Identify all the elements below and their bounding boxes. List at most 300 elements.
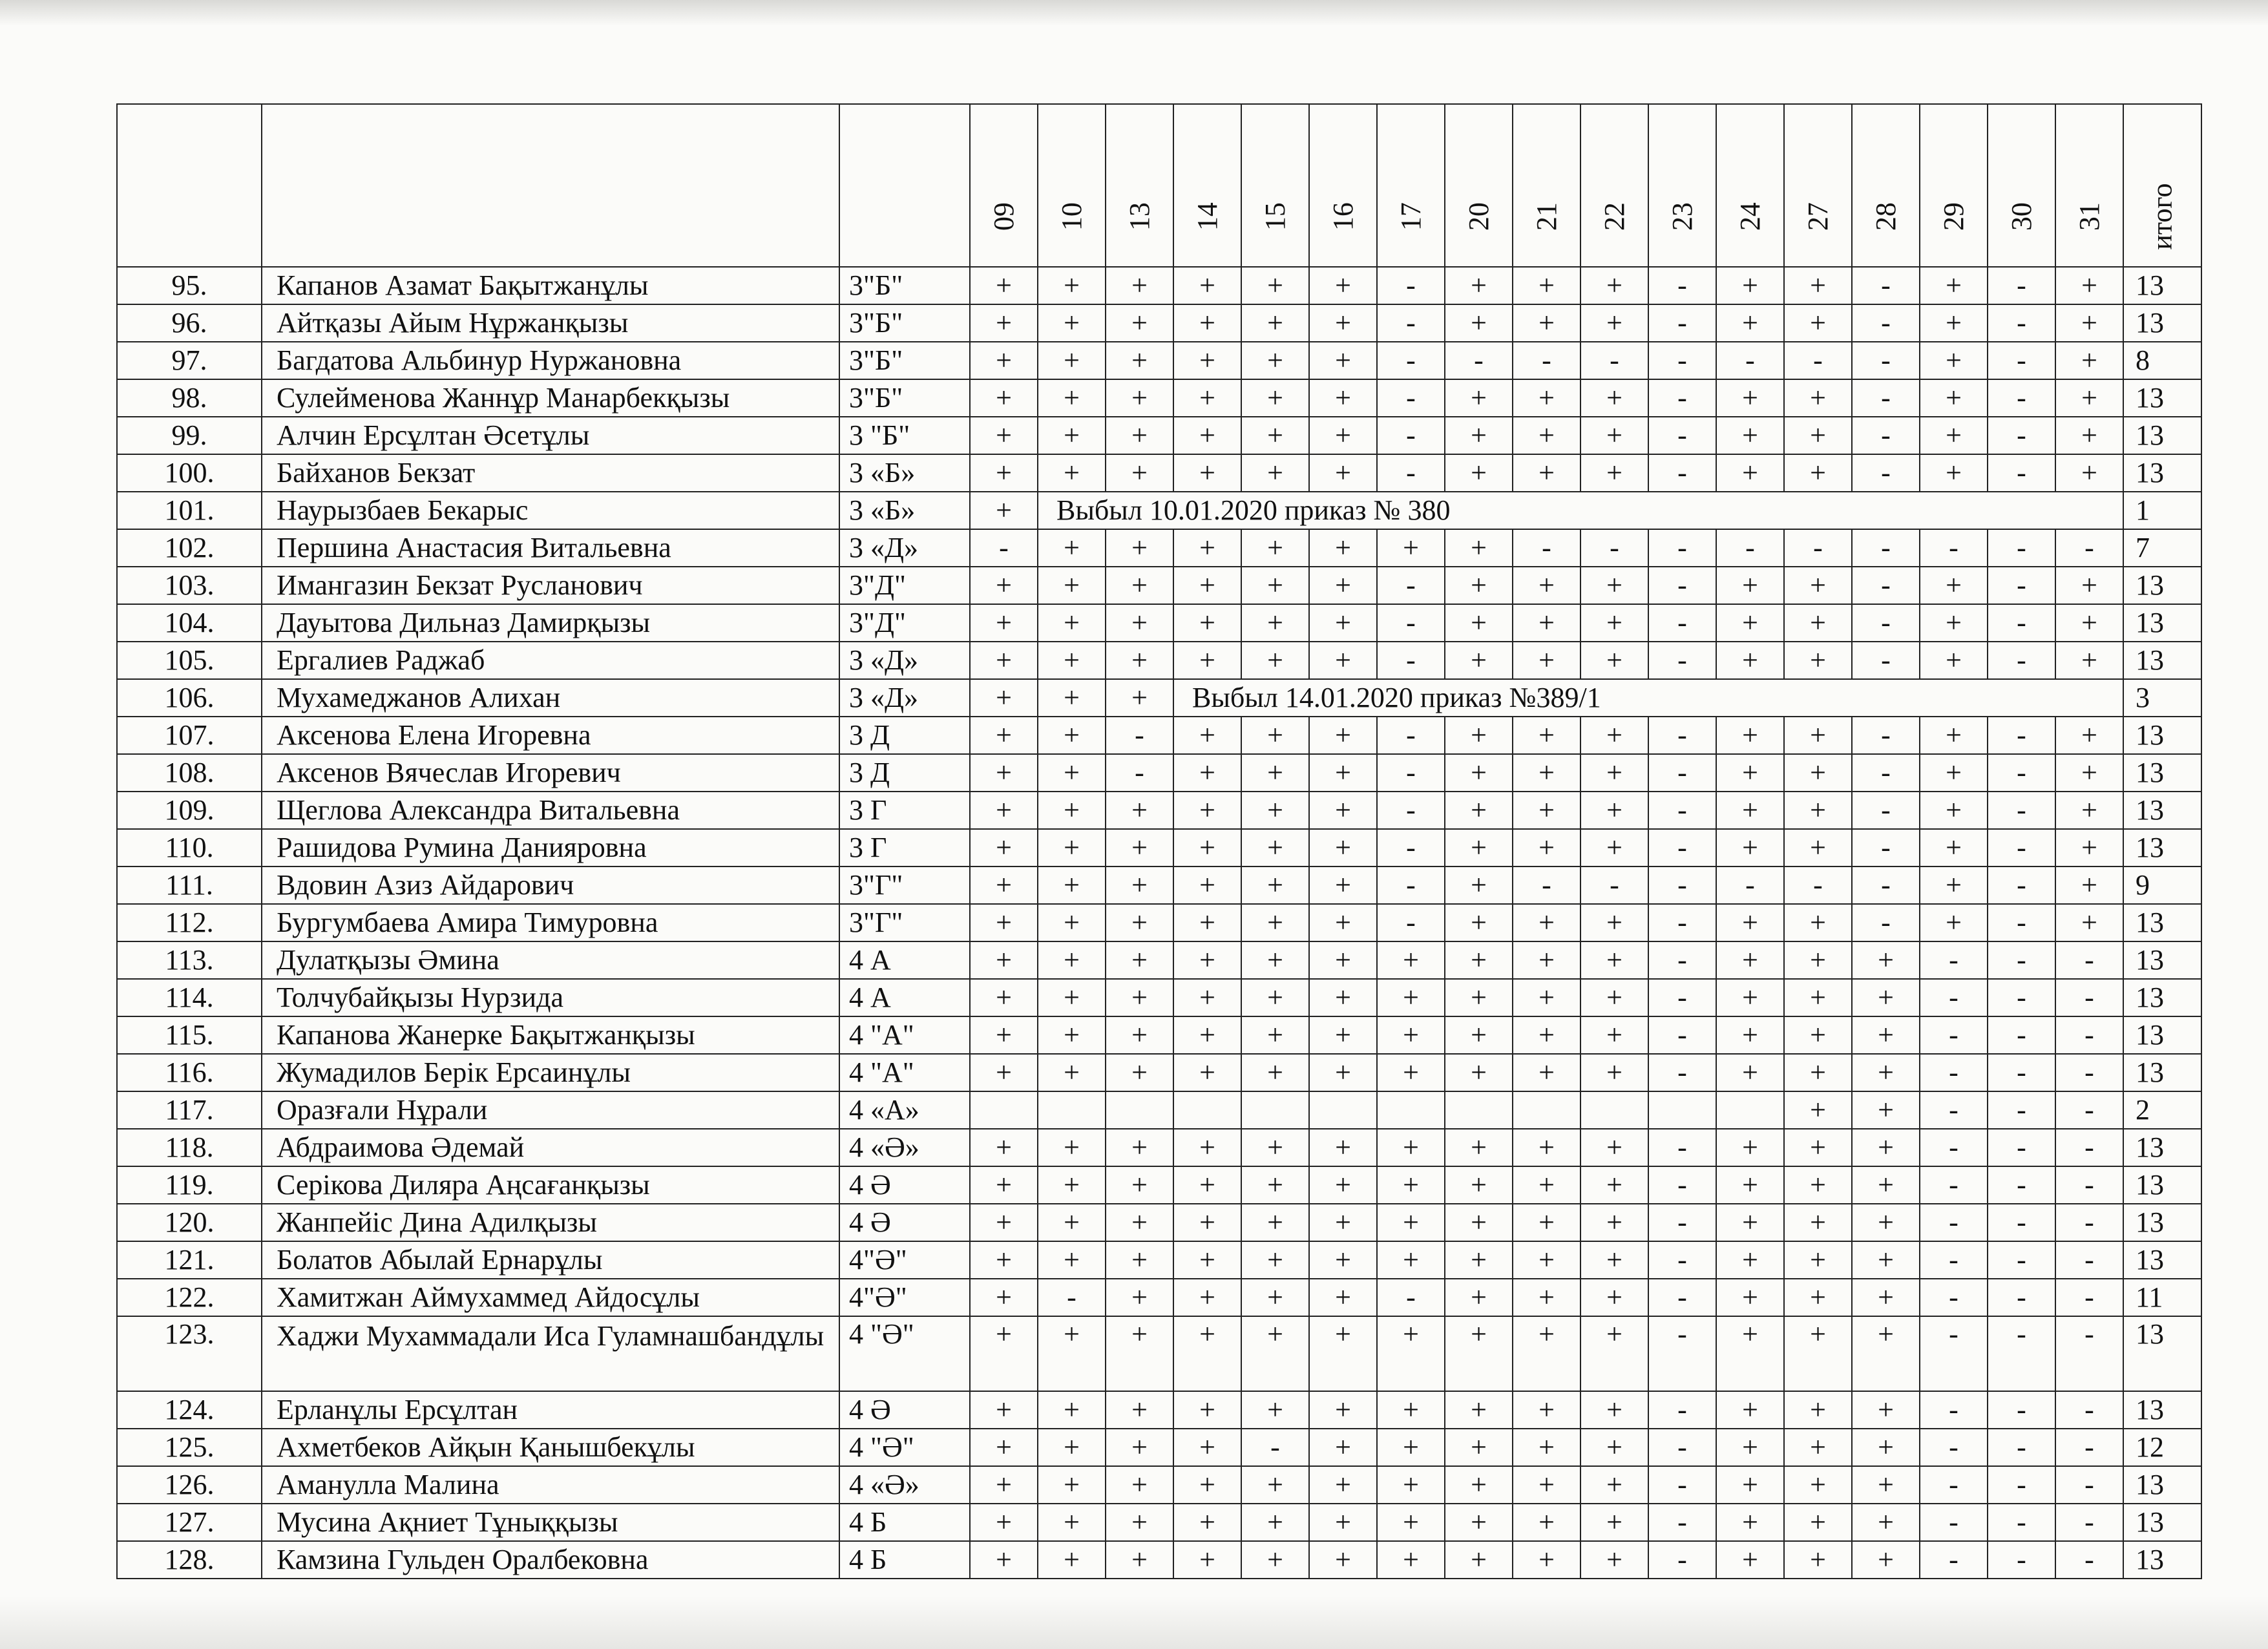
attendance-mark: + bbox=[1784, 979, 1852, 1016]
attendance-mark: - bbox=[1648, 1466, 1716, 1504]
attendance-mark: + bbox=[1106, 642, 1173, 679]
attendance-mark: + bbox=[1106, 1166, 1173, 1204]
attendance-mark: - bbox=[1716, 867, 1784, 904]
attendance-mark: - bbox=[1106, 717, 1173, 754]
attendance-mark: + bbox=[1852, 1129, 1920, 1166]
attendance-mark: + bbox=[1580, 1016, 1648, 1054]
row-total: 13 bbox=[2123, 1054, 2201, 1091]
attendance-mark: + bbox=[1309, 567, 1377, 604]
attendance-mark: - bbox=[1988, 417, 2055, 454]
attendance-mark: + bbox=[1445, 941, 1513, 979]
attendance-mark: + bbox=[1038, 941, 1106, 979]
attendance-mark: + bbox=[1309, 267, 1377, 304]
attendance-mark: + bbox=[2055, 867, 2123, 904]
attendance-mark: - bbox=[1106, 754, 1173, 792]
attendance-mark: - bbox=[1648, 904, 1716, 941]
attendance-mark: + bbox=[970, 792, 1038, 829]
attendance-mark: + bbox=[2055, 342, 2123, 379]
attendance-mark: - bbox=[1648, 1391, 1716, 1429]
attendance-mark: + bbox=[1173, 1279, 1241, 1316]
attendance-mark: + bbox=[1038, 267, 1106, 304]
attendance-mark: + bbox=[1513, 1204, 1580, 1241]
day-label: 27 bbox=[1801, 202, 1834, 231]
attendance-mark: + bbox=[1038, 904, 1106, 941]
attendance-mark: + bbox=[1716, 1466, 1784, 1504]
header-day-cell bbox=[1309, 104, 1377, 267]
withdrawal-note: Выбыл 14.01.2020 приказ №389/1 bbox=[1173, 679, 2123, 717]
attendance-mark: + bbox=[1173, 642, 1241, 679]
attendance-mark: + bbox=[1513, 717, 1580, 754]
attendance-mark: + bbox=[1173, 1316, 1241, 1391]
attendance-mark: + bbox=[1309, 1541, 1377, 1579]
attendance-mark: + bbox=[1580, 1429, 1648, 1466]
table-row bbox=[117, 1316, 2201, 1391]
attendance-mark: + bbox=[1173, 941, 1241, 979]
attendance-mark: + bbox=[1784, 1504, 1852, 1541]
table-row bbox=[117, 867, 2201, 904]
attendance-mark: + bbox=[1038, 1429, 1106, 1466]
attendance-mark: + bbox=[1377, 529, 1445, 567]
attendance-mark: + bbox=[1173, 267, 1241, 304]
attendance-mark: + bbox=[1309, 1429, 1377, 1466]
attendance-mark: + bbox=[1716, 1129, 1784, 1166]
table-row bbox=[117, 1016, 2201, 1054]
attendance-mark: + bbox=[1106, 529, 1173, 567]
attendance-mark: + bbox=[970, 717, 1038, 754]
student-name: Багдатова Альбинур Нуржановна bbox=[262, 342, 839, 379]
attendance-mark: + bbox=[1377, 979, 1445, 1016]
attendance-mark: + bbox=[1716, 454, 1784, 492]
attendance-mark: - bbox=[1852, 829, 1920, 867]
student-name: Байханов Бекзат bbox=[262, 454, 839, 492]
attendance-mark: + bbox=[1106, 979, 1173, 1016]
attendance-mark: - bbox=[1648, 267, 1716, 304]
table-row bbox=[117, 754, 2201, 792]
row-total: 11 bbox=[2123, 1279, 2201, 1316]
attendance-mark: + bbox=[1513, 454, 1580, 492]
attendance-mark: + bbox=[1784, 567, 1852, 604]
attendance-mark: - bbox=[1716, 342, 1784, 379]
attendance-mark: + bbox=[1173, 867, 1241, 904]
attendance-mark: + bbox=[1784, 454, 1852, 492]
table-row bbox=[117, 454, 2201, 492]
attendance-mark: + bbox=[1445, 717, 1513, 754]
attendance-mark: + bbox=[1309, 1204, 1377, 1241]
attendance-mark: + bbox=[970, 1429, 1038, 1466]
attendance-mark: + bbox=[1173, 1166, 1241, 1204]
attendance-mark: + bbox=[1106, 342, 1173, 379]
attendance-mark: + bbox=[1513, 1016, 1580, 1054]
attendance-mark: + bbox=[1038, 1166, 1106, 1204]
attendance-mark: + bbox=[1173, 417, 1241, 454]
table-row bbox=[117, 642, 2201, 679]
attendance-mark: + bbox=[1580, 379, 1648, 417]
student-name: Айтқазы Айым Нұржанқызы bbox=[262, 304, 839, 342]
attendance-mark: + bbox=[1106, 1466, 1173, 1504]
attendance-mark: + bbox=[970, 1541, 1038, 1579]
attendance-mark: - bbox=[1445, 342, 1513, 379]
attendance-mark: + bbox=[1241, 1504, 1309, 1541]
row-number: 100. bbox=[117, 454, 262, 492]
attendance-mark: - bbox=[1377, 867, 1445, 904]
row-total: 13 bbox=[2123, 1541, 2201, 1579]
attendance-mark: - bbox=[1038, 1279, 1106, 1316]
attendance-mark bbox=[970, 1091, 1038, 1129]
class-name: 3"Б" bbox=[839, 379, 970, 417]
table-row bbox=[117, 267, 2201, 304]
student-name: Ахметбеков Айқын Қанышбекұлы bbox=[262, 1429, 839, 1466]
attendance-mark: - bbox=[2055, 1091, 2123, 1129]
attendance-mark: - bbox=[1852, 867, 1920, 904]
attendance-mark: + bbox=[1309, 979, 1377, 1016]
attendance-mark: + bbox=[1309, 904, 1377, 941]
table-row bbox=[117, 1241, 2201, 1279]
attendance-mark: + bbox=[970, 567, 1038, 604]
attendance-mark: - bbox=[1648, 454, 1716, 492]
attendance-mark: - bbox=[1377, 304, 1445, 342]
row-number: 98. bbox=[117, 379, 262, 417]
attendance-mark: + bbox=[1309, 379, 1377, 417]
attendance-mark: + bbox=[1513, 417, 1580, 454]
attendance-mark: + bbox=[1716, 1391, 1784, 1429]
student-name: Мусина Ақниет Тұныққызы bbox=[262, 1504, 839, 1541]
attendance-mark: + bbox=[1513, 1316, 1580, 1391]
attendance-mark: + bbox=[1920, 379, 1988, 417]
attendance-mark: + bbox=[1106, 941, 1173, 979]
day-label: 23 bbox=[1666, 202, 1698, 231]
class-name: 4 Б bbox=[839, 1504, 970, 1541]
attendance-mark: + bbox=[2055, 829, 2123, 867]
attendance-mark: + bbox=[1784, 754, 1852, 792]
attendance-mark: - bbox=[2055, 1391, 2123, 1429]
attendance-mark: + bbox=[1377, 1241, 1445, 1279]
attendance-mark: - bbox=[1852, 642, 1920, 679]
attendance-mark: + bbox=[1377, 1054, 1445, 1091]
attendance-mark: + bbox=[1784, 829, 1852, 867]
attendance-mark: + bbox=[1513, 1429, 1580, 1466]
attendance-mark: + bbox=[1106, 567, 1173, 604]
row-number: 113. bbox=[117, 941, 262, 979]
row-total: 13 bbox=[2123, 267, 2201, 304]
header-day-cell bbox=[1988, 104, 2055, 267]
attendance-mark: - bbox=[2055, 1016, 2123, 1054]
attendance-mark: + bbox=[1241, 267, 1309, 304]
class-name: 3 «Д» bbox=[839, 529, 970, 567]
attendance-mark: + bbox=[1784, 267, 1852, 304]
row-number: 126. bbox=[117, 1466, 262, 1504]
student-name: Жанпейіс Дина Адилқызы bbox=[262, 1204, 839, 1241]
attendance-mark: + bbox=[1445, 267, 1513, 304]
attendance-mark: + bbox=[1309, 304, 1377, 342]
attendance-mark: - bbox=[1648, 829, 1716, 867]
attendance-mark: - bbox=[1648, 1241, 1716, 1279]
class-name: 3"Д" bbox=[839, 604, 970, 642]
student-name: Наурызбаев Бекарыс bbox=[262, 492, 839, 529]
attendance-mark: + bbox=[1920, 717, 1988, 754]
attendance-mark: + bbox=[970, 867, 1038, 904]
attendance-mark: + bbox=[1038, 1466, 1106, 1504]
attendance-mark: + bbox=[1309, 717, 1377, 754]
attendance-mark: + bbox=[1309, 454, 1377, 492]
attendance-mark: + bbox=[1920, 867, 1988, 904]
class-name: 4 «А» bbox=[839, 1091, 970, 1129]
header-class-cell bbox=[839, 104, 970, 267]
attendance-mark: + bbox=[1716, 379, 1784, 417]
attendance-mark: + bbox=[1716, 979, 1784, 1016]
row-number: 124. bbox=[117, 1391, 262, 1429]
attendance-mark: + bbox=[1784, 1016, 1852, 1054]
attendance-mark: + bbox=[1309, 941, 1377, 979]
withdrawal-note: Выбыл 10.01.2020 приказ № 380 bbox=[1038, 492, 2123, 529]
class-name: 4 "Ә" bbox=[839, 1316, 970, 1391]
table-row bbox=[117, 379, 2201, 417]
attendance-mark: + bbox=[1580, 941, 1648, 979]
attendance-mark: + bbox=[1784, 1541, 1852, 1579]
attendance-mark: + bbox=[1920, 829, 1988, 867]
student-name: Серікова Диляра Аңсағанқызы bbox=[262, 1166, 839, 1204]
student-name: Камзина Гульден Оралбековна bbox=[262, 1541, 839, 1579]
attendance-mark: + bbox=[1106, 792, 1173, 829]
attendance-mark: + bbox=[1445, 1391, 1513, 1429]
attendance-mark: + bbox=[1173, 1391, 1241, 1429]
attendance-mark: - bbox=[1988, 792, 2055, 829]
attendance-mark bbox=[1309, 1091, 1377, 1129]
student-name: Жумадилов Берік Ерсаинұлы bbox=[262, 1054, 839, 1091]
student-name: Аманулла Малина bbox=[262, 1466, 839, 1504]
attendance-mark: + bbox=[970, 1279, 1038, 1316]
day-label: 13 bbox=[1123, 202, 1155, 231]
attendance-mark: + bbox=[1241, 1241, 1309, 1279]
attendance-mark: - bbox=[1513, 529, 1580, 567]
attendance-mark: + bbox=[1920, 417, 1988, 454]
attendance-mark: + bbox=[1513, 1466, 1580, 1504]
attendance-mark: + bbox=[1241, 717, 1309, 754]
attendance-mark: + bbox=[1784, 1054, 1852, 1091]
attendance-mark: + bbox=[1241, 454, 1309, 492]
attendance-mark: + bbox=[1377, 1504, 1445, 1541]
attendance-mark: + bbox=[1377, 1466, 1445, 1504]
attendance-mark: + bbox=[1920, 604, 1988, 642]
attendance-mark: + bbox=[1173, 1466, 1241, 1504]
row-number: 96. bbox=[117, 304, 262, 342]
class-name: 3 «Д» bbox=[839, 642, 970, 679]
attendance-mark: - bbox=[1241, 1429, 1309, 1466]
attendance-mark bbox=[1445, 1091, 1513, 1129]
attendance-mark: + bbox=[1852, 1091, 1920, 1129]
attendance-mark: + bbox=[1173, 379, 1241, 417]
row-total: 13 bbox=[2123, 1204, 2201, 1241]
table-row bbox=[117, 1054, 2201, 1091]
attendance-mark: + bbox=[1580, 792, 1648, 829]
attendance-mark: - bbox=[1988, 1016, 2055, 1054]
attendance-mark: - bbox=[970, 529, 1038, 567]
row-number: 101. bbox=[117, 492, 262, 529]
header-day-cell bbox=[970, 104, 1038, 267]
attendance-mark: + bbox=[1852, 1016, 1920, 1054]
attendance-mark: + bbox=[2055, 304, 2123, 342]
attendance-mark: + bbox=[2055, 567, 2123, 604]
attendance-mark: + bbox=[1445, 1129, 1513, 1166]
attendance-mark: + bbox=[1716, 1016, 1784, 1054]
attendance-mark: - bbox=[1988, 304, 2055, 342]
attendance-mark: + bbox=[1716, 754, 1784, 792]
attendance-mark: - bbox=[2055, 979, 2123, 1016]
attendance-table-body bbox=[117, 104, 2201, 1579]
attendance-mark: - bbox=[1648, 1316, 1716, 1391]
attendance-mark: + bbox=[1445, 417, 1513, 454]
row-total: 2 bbox=[2123, 1091, 2201, 1129]
class-name: 3 «Б» bbox=[839, 492, 970, 529]
row-total: 7 bbox=[2123, 529, 2201, 567]
attendance-mark: - bbox=[1920, 1166, 1988, 1204]
class-name: 3"Б" bbox=[839, 304, 970, 342]
row-total: 13 bbox=[2123, 941, 2201, 979]
attendance-mark: - bbox=[1920, 1204, 1988, 1241]
attendance-mark: + bbox=[1852, 1204, 1920, 1241]
class-name: 4 «Ә» bbox=[839, 1466, 970, 1504]
attendance-mark: + bbox=[970, 904, 1038, 941]
table-row bbox=[117, 304, 2201, 342]
student-name: Аксенов Вячеслав Игоревич bbox=[262, 754, 839, 792]
attendance-mark: - bbox=[1852, 567, 1920, 604]
attendance-mark: + bbox=[1173, 979, 1241, 1016]
attendance-mark: + bbox=[1445, 529, 1513, 567]
attendance-mark: + bbox=[1241, 1316, 1309, 1391]
day-label: 15 bbox=[1259, 202, 1291, 231]
attendance-mark: + bbox=[1445, 1166, 1513, 1204]
attendance-mark: + bbox=[1377, 1016, 1445, 1054]
attendance-mark: - bbox=[1988, 642, 2055, 679]
attendance-mark: + bbox=[1716, 829, 1784, 867]
attendance-mark: - bbox=[1648, 754, 1716, 792]
attendance-mark: - bbox=[2055, 1166, 2123, 1204]
attendance-mark: + bbox=[1445, 867, 1513, 904]
attendance-mark: - bbox=[1716, 529, 1784, 567]
attendance-mark: + bbox=[1852, 941, 1920, 979]
class-name: 3"Г" bbox=[839, 867, 970, 904]
attendance-mark: + bbox=[1784, 1429, 1852, 1466]
attendance-mark: + bbox=[1580, 1129, 1648, 1166]
attendance-mark: + bbox=[1106, 1129, 1173, 1166]
table-row bbox=[117, 792, 2201, 829]
attendance-mark: + bbox=[970, 979, 1038, 1016]
row-number: 118. bbox=[117, 1129, 262, 1166]
attendance-mark: + bbox=[1309, 1279, 1377, 1316]
header-day-cell bbox=[1445, 104, 1513, 267]
row-total: 13 bbox=[2123, 1504, 2201, 1541]
attendance-mark: + bbox=[1038, 304, 1106, 342]
row-total: 13 bbox=[2123, 717, 2201, 754]
row-total: 13 bbox=[2123, 829, 2201, 867]
attendance-mark: - bbox=[1648, 1166, 1716, 1204]
header-day-cell bbox=[1038, 104, 1106, 267]
attendance-mark: + bbox=[2055, 754, 2123, 792]
attendance-mark: + bbox=[1106, 1541, 1173, 1579]
attendance-mark: + bbox=[1241, 642, 1309, 679]
row-total: 13 bbox=[2123, 1016, 2201, 1054]
attendance-mark: - bbox=[1648, 379, 1716, 417]
attendance-mark: + bbox=[1513, 267, 1580, 304]
row-total: 12 bbox=[2123, 1429, 2201, 1466]
row-total: 8 bbox=[2123, 342, 2201, 379]
attendance-mark: + bbox=[1241, 1016, 1309, 1054]
attendance-mark: + bbox=[1716, 717, 1784, 754]
attendance-mark: - bbox=[1920, 1316, 1988, 1391]
header-name-cell bbox=[262, 104, 839, 267]
attendance-mark: + bbox=[1309, 1241, 1377, 1279]
attendance-mark: + bbox=[1445, 1016, 1513, 1054]
attendance-mark: + bbox=[970, 1391, 1038, 1429]
attendance-mark: - bbox=[1988, 717, 2055, 754]
header-day-cell bbox=[1716, 104, 1784, 267]
attendance-mark: + bbox=[1716, 304, 1784, 342]
day-label: 31 bbox=[2073, 202, 2105, 231]
attendance-mark: + bbox=[1038, 1054, 1106, 1091]
class-name: 3 "Б" bbox=[839, 417, 970, 454]
attendance-mark: + bbox=[1513, 642, 1580, 679]
class-name: 3 «Б» bbox=[839, 454, 970, 492]
attendance-mark: - bbox=[1920, 1391, 1988, 1429]
row-number: 121. bbox=[117, 1241, 262, 1279]
attendance-mark: + bbox=[1241, 417, 1309, 454]
student-name: Сулейменова Жаннұр Манарбекқызы bbox=[262, 379, 839, 417]
attendance-mark bbox=[1241, 1091, 1309, 1129]
attendance-mark: - bbox=[1920, 1129, 1988, 1166]
attendance-mark: + bbox=[1377, 1429, 1445, 1466]
attendance-mark: - bbox=[1988, 829, 2055, 867]
attendance-mark: + bbox=[1784, 1466, 1852, 1504]
attendance-mark: + bbox=[1377, 1391, 1445, 1429]
attendance-mark: + bbox=[1038, 642, 1106, 679]
attendance-mark: - bbox=[1377, 717, 1445, 754]
attendance-mark: + bbox=[1580, 1541, 1648, 1579]
row-total: 13 bbox=[2123, 792, 2201, 829]
student-name: Болатов Абылай Ернарұлы bbox=[262, 1241, 839, 1279]
class-name: 4 Ә bbox=[839, 1166, 970, 1204]
attendance-mark: + bbox=[1309, 1504, 1377, 1541]
attendance-mark: + bbox=[1784, 1091, 1852, 1129]
table-row bbox=[117, 529, 2201, 567]
row-number: 95. bbox=[117, 267, 262, 304]
attendance-mark: + bbox=[1513, 754, 1580, 792]
attendance-mark: - bbox=[1648, 642, 1716, 679]
attendance-mark: - bbox=[2055, 1204, 2123, 1241]
attendance-mark: + bbox=[1784, 1204, 1852, 1241]
day-label: 14 bbox=[1191, 202, 1223, 231]
header-day-cell bbox=[1648, 104, 1716, 267]
attendance-mark: - bbox=[1377, 417, 1445, 454]
attendance-mark: - bbox=[1988, 1166, 2055, 1204]
attendance-mark: - bbox=[1988, 567, 2055, 604]
attendance-mark: + bbox=[2055, 642, 2123, 679]
student-name: Мухамеджанов Алихан bbox=[262, 679, 839, 717]
attendance-mark: + bbox=[1513, 1541, 1580, 1579]
row-number: 107. bbox=[117, 717, 262, 754]
table-row bbox=[117, 979, 2201, 1016]
row-total: 13 bbox=[2123, 1316, 2201, 1391]
attendance-mark: + bbox=[1038, 1129, 1106, 1166]
attendance-mark: + bbox=[1038, 1241, 1106, 1279]
table-row bbox=[117, 829, 2201, 867]
attendance-mark: + bbox=[1445, 604, 1513, 642]
attendance-mark: + bbox=[1513, 304, 1580, 342]
class-name: 3 «Д» bbox=[839, 679, 970, 717]
attendance-mark: + bbox=[1852, 1466, 1920, 1504]
attendance-mark: + bbox=[1038, 417, 1106, 454]
header-day-cell bbox=[1784, 104, 1852, 267]
attendance-mark: + bbox=[1173, 342, 1241, 379]
attendance-mark: - bbox=[1852, 379, 1920, 417]
